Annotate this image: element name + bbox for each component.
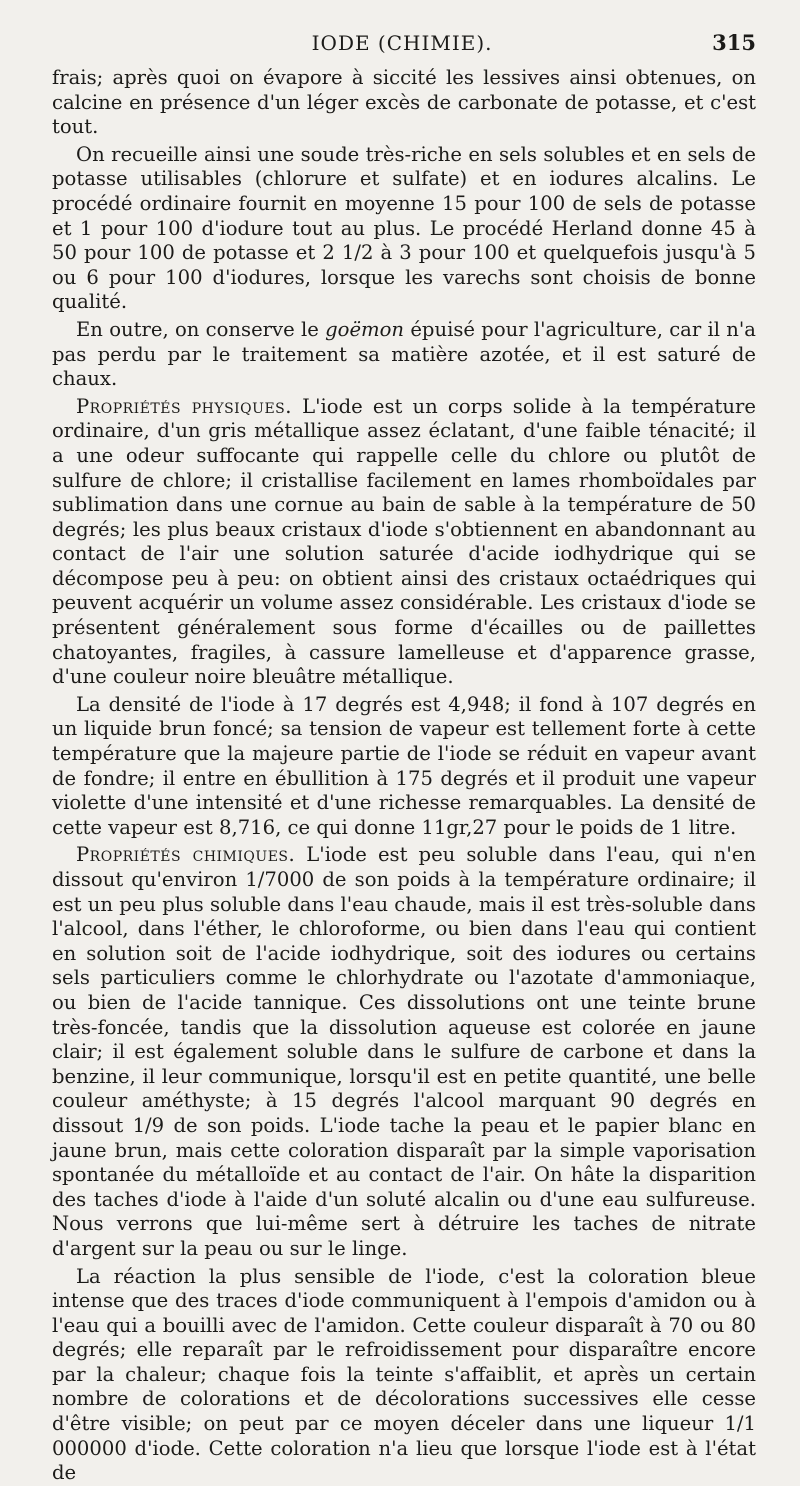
section-heading-chemical: Propriétés chimiques. [76, 843, 296, 867]
paragraph-density: La densité de l'iode à 17 degrés est 4,948; il fond à 107 degrés en un liquide brun foncé; sa tension de vapeur est tellement forte à cette température que la majeure partie de l'iode se réduit en vapeur avant de fondre; il entre en ébullition à 175 degrés et il produit une vapeur violette d'une intensité et d'une richesse remarquables. La densité de cette vapeur est 8,716, ce qui donne 11gr,27 pour le poids de 1 litre. [52, 692, 756, 839]
paragraph-3 [52, 318, 756, 392]
paragraph-3-rest: épuisé pour l'agriculture, car il n'a pas perdu par le traitement sa matière azotée, et il est saturé de chaux. [52, 317, 756, 391]
paragraph-physical-properties [52, 395, 756, 690]
paragraph-chemical-properties [52, 843, 756, 1261]
page-header [52, 30, 756, 66]
paragraph-1: frais; après quoi on évapore à siccité les lessives ainsi obtenues, on calcine en présence d'un léger excès de carbonate de potasse, et c'est tout. [52, 66, 756, 139]
paragraph-2: On recueille ainsi une soude très-riche en sels solubles et en sels de potasse utilisables (chlorure et sulfate) et en iodures alcalins. Le procédé ordinaire fournit en moyenne 15 pour 100 de sels de potasse et 1 pour 100 d'iodure tout au plus. Le procédé Herland donne 45 à 50 pour 100 de potasse et 2 1/2 à 3 pour 100 et quelquefois jusqu'à 5 ou 6 pour 100 d'iodures, lorsque les varechs sont choisis de bonne qualité. [52, 142, 756, 314]
chemical-properties-text: L'iode est peu soluble dans l'eau, qui n'en dissout qu'environ 1/7000 de son poids à la température ordinaire; il est un peu plus soluble dans l'eau chaude, mais il est très-soluble dans l'alcool, dans l'éther, le chloroforme, ou bien dans l'eau qui contient en solution soit de l'acide iodhydrique, soit des iodures ou certains sels particuliers comme le chlorhydrate ou l'azotate d'ammoniaque, ou bien de l'acide tannique. Ces dissolutions ont une teinte brune très-foncée, tandis que la dissolution aqueuse est colorée en jaune clair; il est également soluble dans le sulfure de carbone et dans la benzine, il leur communique, lorsqu'il est en petite quantité, une belle couleur améthyste; à 15 degrés l'alcool marquant 90 degrés en dissout 1/9 de son poids. L'iode tache la peau et le papier blanc en jaune brun, mais cette coloration disparaît par la simple vaporisation spontanée du métalloïde et au contact de l'air. On hâte la disparition des taches d'iode à l'aide d'un soluté alcalin ou d'une eau sulfureuse. Nous verrons que lui-même sert à détruire les taches de nitrate d'argent sur la peau ou sur le linge. [52, 843, 756, 1260]
physical-properties-text: L'iode est un corps solide à la température ordinaire, d'un gris métallique assez éclatant, d'une faible ténacité; il a une odeur suffocante qui rappelle celle du chlore ou plutôt de sulfure de chlore; il cristallise facilement en lames rhomboïdales par sublimation dans une cornue au bain de sable à la température de 50 degrés; les plus beaux cristaux d'iode s'obtiennent en abandonnant au contact de l'air une solution saturée d'acide iodhydrique qui se décompose peu à peu: on obtient ainsi des cristaux octaédriques qui peuvent acquérir un volume assez considérable. Les cristaux d'iode se présentent généralement sous forme d'écailles ou de paillettes chatoyantes, fragiles, à cassure lamelleuse et d'apparence grasse, d'une couleur noire bleuâtre métallique. [52, 394, 757, 689]
section-heading-physical: Propriétés physiques. [76, 394, 293, 418]
paragraph-starch-reaction: La réaction la plus sensible de l'iode, c'est la coloration bleue intense que des traces d'iode communiquent à l'empois d'amidon ou à l'eau qui a bouilli avec de l'amidon. Cette couleur disparaît à 70 ou 80 degrés; elle reparaît par le refroidissement pour disparaître encore par la chaleur; chaque fois la teinte s'affaiblit, et après un certain nombre de colorations et de décolorations successives elle cesse d'être visible; on peut par ce moyen déceler dans une liqueur 1/1 000000 d'iode. Cette coloration n'a lieu que lorsque l'iode est à l'état de [52, 1264, 756, 1485]
paragraph-3-lead: En outre, on conserve le [76, 317, 326, 341]
running-title: IODE (CHIMIE). [311, 31, 493, 55]
page-number: 315 [712, 30, 756, 55]
goemon-term: goëmon [325, 317, 405, 341]
body-text [52, 66, 756, 1486]
